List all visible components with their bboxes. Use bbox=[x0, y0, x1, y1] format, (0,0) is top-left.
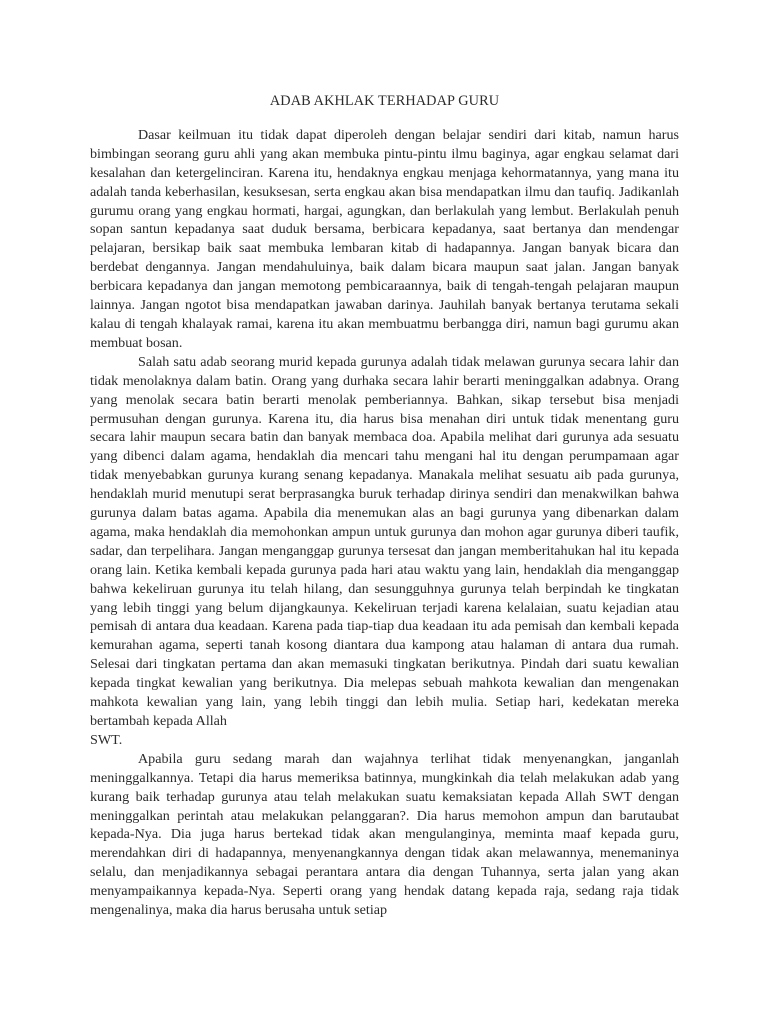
document-page bbox=[90, 92, 679, 920]
paragraph-2-continuation: Kekeliruan terjadi karena kelalaian, suatu kejadian atau pemisah di antara dua keadaan. Karena pada tiap-tiap dua keadaan itu ada pemisah dan kembali kepada kemurahan agama, seperti tanah kosong diantara dua kampong atau halaman di antara dua rumah. Selesai dari tingkatan pertama dan akan memasuki tingkatan berikutnya. Pindah dari suatu kewalian kepada tingkat kewalian yang berikutnya. Dia melepas sebuah mahkota kewalian dan mengenakan mahkota kewalian yang lain, yang lebih tinggi dan lebih mulia. Setiap hari, kedekatan mereka bertambah kepada Allah bbox=[90, 599, 679, 729]
paragraph-3: Apabila guru sedang marah dan wajahnya terlihat tidak menyenangkan, janganlah meninggalkannya. Tetapi dia harus memeriksa batinnya, mungkinkah dia telah melakukan adab yang kurang baik terhadap gurunya atau telah melakukan suatu kemaksiatan kepada Allah SWT dengan meninggalkan perintah atau melakukan pelanggaran?. Dia harus memohon ampun dan barutaubat kepada-Nya. Dia juga harus bertekad tidak akan mengulanginya, meminta maaf kepada guru, merendahkan diri di hadapannya, menyenangkannya dengan tidak akan melawannya, menemaninya selalu, dan menjadikannya sebagai perantara antara dia dengan Tuhannya, serta jalan yang akan menyampaikannya kepada-Nya. Seperti orang yang hendak datang kepada raja, sedang raja tidak mengenalinya, maka dia harus berusaha untuk setiap bbox=[90, 750, 679, 919]
swt-text: SWT. bbox=[90, 731, 123, 748]
paragraph-2-end bbox=[90, 731, 679, 750]
paragraph-2 bbox=[90, 353, 679, 750]
document-title: ADAB AKHLAK TERHADAP GURU bbox=[269, 93, 500, 109]
paragraph-1: Dasar keilmuan itu tidak dapat diperoleh dengan belajar sendiri dari kitab, namun harus bimbingan seorang guru ahli yang akan membuka pintu-pintu ilmu baginya, agar engkau selamat dari kesalahan dan ketergelinciran. Karena itu, hendaknya engkau menjaga kehormatannya, yang mana itu adalah tanda keberhasilan, kesuksesan, serta engkau akan bisa mendapatkan ilmu dan taufiq. Jadikanlah gurumu orang yang engkau hormati, hargai, agungkan, dan berlakulah yang lembut. Berlakulah penuh sopan santun kepadanya saat duduk bersama, berbicara kepadanya, saat bertanya dan mendengar pelajaran, bersikap baik saat membuka lembaran kitab di hadapannya. Jangan banyak bicara dan berdebat dengannya. Jangan mendahuluinya, baik dalam bicara maupun saat jalan. Jangan banyak berbicara kepadanya dan jangan memotong pembicaraannya, baik di tengah-tengah pelajaran maupun lainnya. Jangan ngotot bisa mendapatkan jawaban darinya. Jauhilah banyak bertanya terutama sekali kalau di tengah khalayak ramai, karena itu akan membuatmu berbangga diri, namun bagi gurumu akan membuat bosan. bbox=[90, 126, 679, 351]
paragraph-2-text: Salah satu adab seorang murid kepada gurunya adalah tidak melawan gurunya secara lahir dan tidak menolaknya dalam batin. Orang yang durhaka secara lahir berarti meninggalkan adabnya. Orang yang menolak secara batin berarti menolak pemberiannya. Bahkan, sikap tersebut bisa menjadi permusuhan dengan gurunya. Karena itu, dia harus bisa menahan diri untuk tidak menentang guru secara lahir maupun secara batin dan banyak membaca doa. Apabila melihat dari gurunya ada sesuatu yang dibenci dalam agama, hendaklah dia mencari tahu mengani hal itu dengan perumpamaan agar tidak menyebabkan gurunya kurang senang kepadanya. Manakala melihat sesuatu aib pada gurunya, hendaklah murid menutupi serat berprasangka buruk terhadap dirinya sendiri dan menakwilkan bahwa gurunya dalam batas agama. Apabila dia menemukan alas an bagi gurunya yang dibenarkan dalam agama, maka hendaklah dia memohonkan ampun untuk gurunya dan mohon agar gurunya diberi taufik, sadar, dan terpelihara. Jangan menganggap gurunya tersesat dan jangan memberitahukan hal itu kepada orang lain. Ketika kembali kepada gurunya pada hari atau waktu yang lain, hendaklah dia menganggap bahwa kekeliruan gurunya itu telah hilang, dan sesungguhnya gurunya telah berpindah ke tingkatan yang lebih tinggi yang belum dijangkaunya. bbox=[90, 353, 679, 616]
